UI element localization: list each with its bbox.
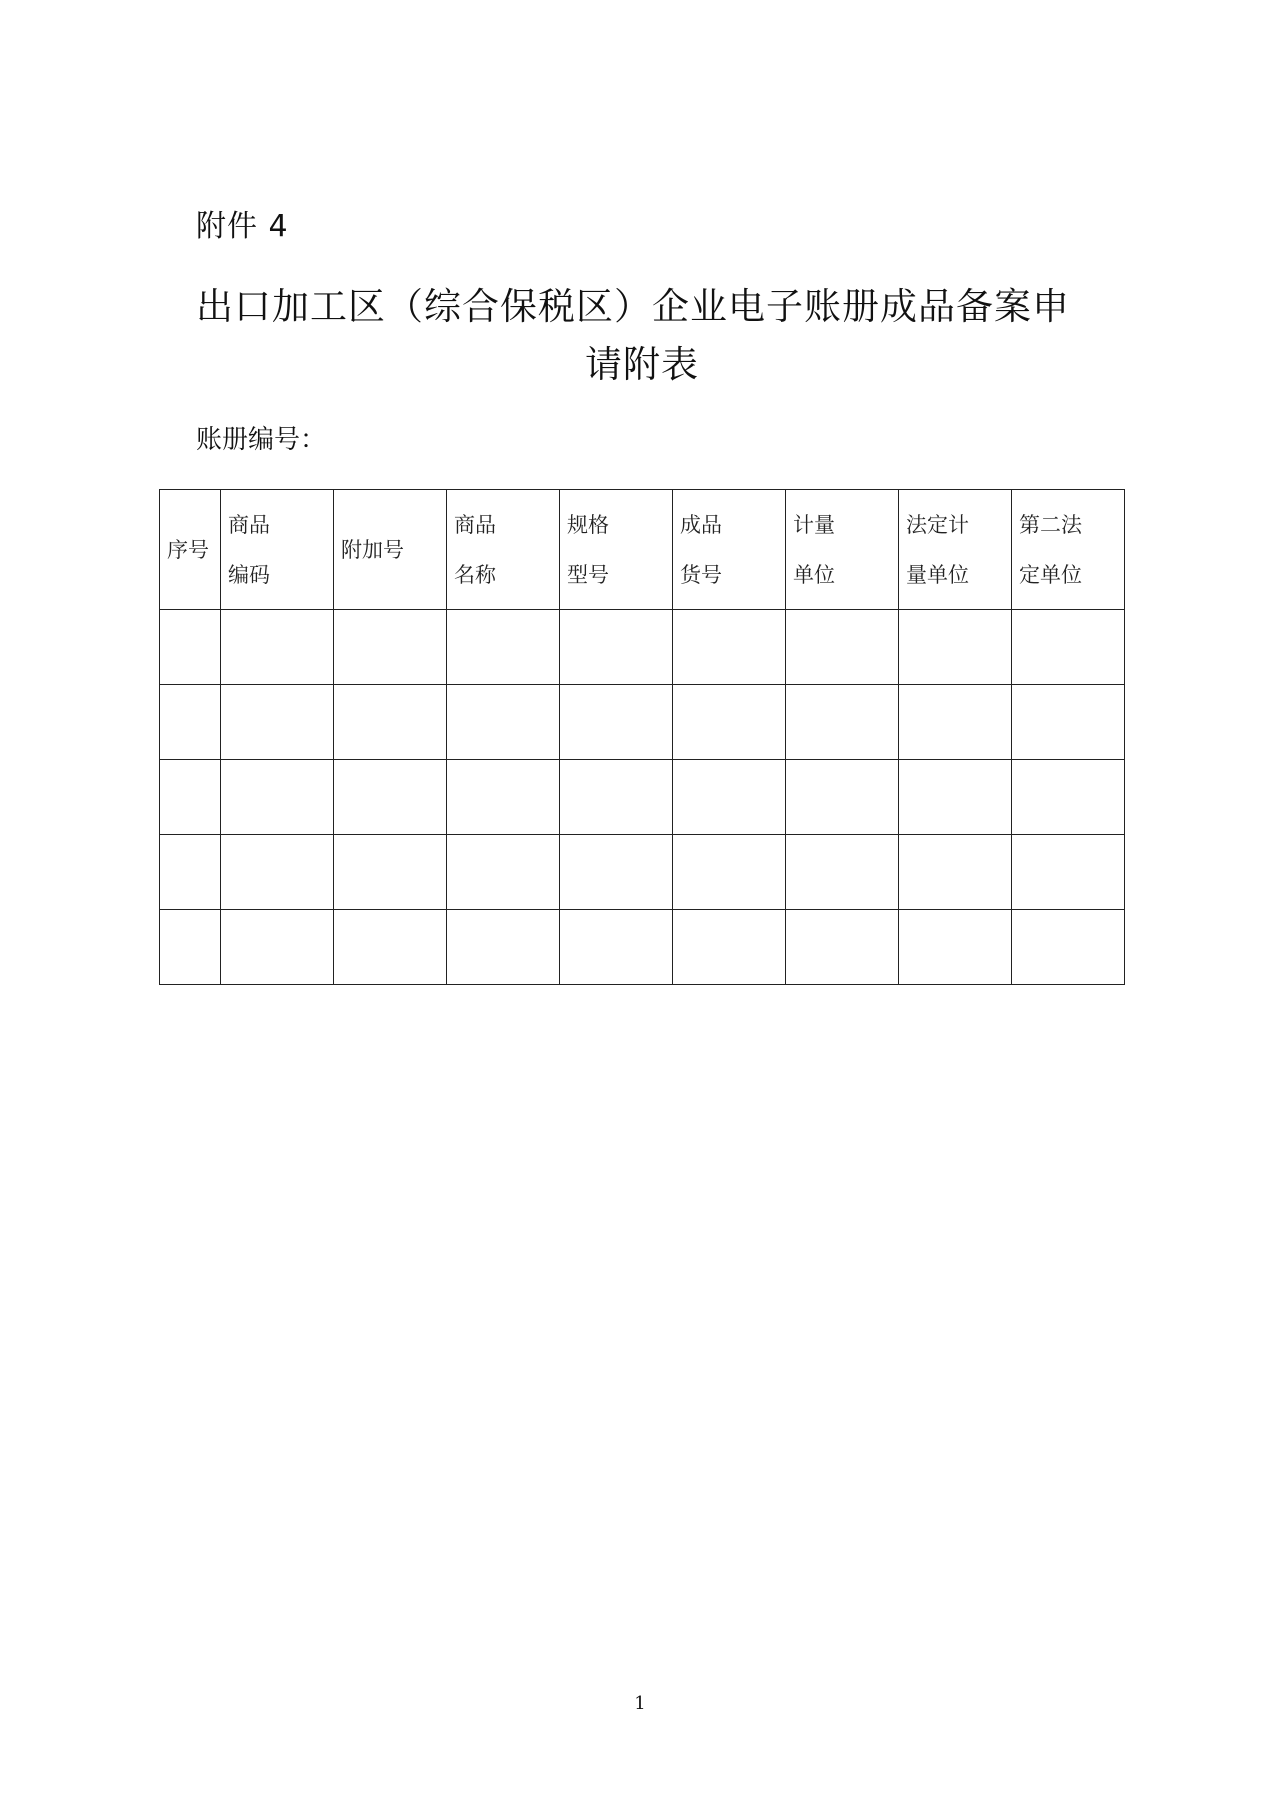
filing-table [159,489,1125,985]
table-cell[interactable] [334,610,447,685]
attachment-label: 附件 4 [196,209,289,244]
header-commodity-name: 商品 名称 [447,490,560,610]
page-number: 1 [634,1693,646,1714]
table-cell[interactable] [1012,685,1125,760]
title-line-1: 出口加工区（综合保税区）企业电子账册成品备案申 [196,285,1070,328]
table-cell[interactable] [786,685,899,760]
header-specification-model: 规格 型号 [560,490,673,610]
table-cell[interactable] [786,835,899,910]
table-cell[interactable] [160,910,221,985]
table-cell[interactable] [1012,835,1125,910]
table-row [160,835,1125,910]
table-cell[interactable] [221,610,334,685]
table-cell[interactable] [786,610,899,685]
table-cell[interactable] [560,685,673,760]
table-cell[interactable] [221,760,334,835]
table-row [160,610,1125,685]
table-header-row [160,490,1125,610]
header-additional-code: 附加号 [334,490,447,610]
table-cell[interactable] [221,835,334,910]
header-commodity-code: 商品 编码 [221,490,334,610]
header-second-legal-unit: 第二法 定单位 [1012,490,1125,610]
table-cell[interactable] [334,760,447,835]
table-cell[interactable] [221,685,334,760]
table-cell[interactable] [160,835,221,910]
table-cell[interactable] [899,685,1012,760]
table-cell[interactable] [334,910,447,985]
table-cell[interactable] [160,685,221,760]
table-cell[interactable] [560,835,673,910]
header-serial-number: 序号 [160,490,221,610]
table-cell[interactable] [899,760,1012,835]
table-cell[interactable] [560,760,673,835]
title-line-2: 请附表 [585,343,699,386]
table-cell[interactable] [447,910,560,985]
table-cell[interactable] [221,910,334,985]
table-cell[interactable] [160,760,221,835]
table-cell[interactable] [673,835,786,910]
table-cell[interactable] [447,685,560,760]
table-cell[interactable] [447,835,560,910]
table-row [160,910,1125,985]
table-cell[interactable] [673,910,786,985]
table-cell[interactable] [334,835,447,910]
table-cell[interactable] [334,685,447,760]
header-legal-unit: 法定计 量单位 [899,490,1012,610]
table-row [160,685,1125,760]
ledger-number-label: 账册编号： [196,425,327,455]
table-cell[interactable] [1012,760,1125,835]
table-cell[interactable] [560,610,673,685]
table-cell[interactable] [786,760,899,835]
table-cell[interactable] [899,835,1012,910]
table-row [160,760,1125,835]
table-cell[interactable] [899,610,1012,685]
table-cell[interactable] [899,910,1012,985]
table-cell[interactable] [673,685,786,760]
document-title [196,278,1086,394]
table-cell[interactable] [447,610,560,685]
table-cell[interactable] [1012,610,1125,685]
table-cell[interactable] [160,610,221,685]
header-product-item-number: 成品 货号 [673,490,786,610]
table-cell[interactable] [1012,910,1125,985]
table-cell[interactable] [786,910,899,985]
header-unit-of-measure: 计量 单位 [786,490,899,610]
table-cell[interactable] [673,760,786,835]
table-cell[interactable] [560,910,673,985]
table-cell[interactable] [447,760,560,835]
table-cell[interactable] [673,610,786,685]
